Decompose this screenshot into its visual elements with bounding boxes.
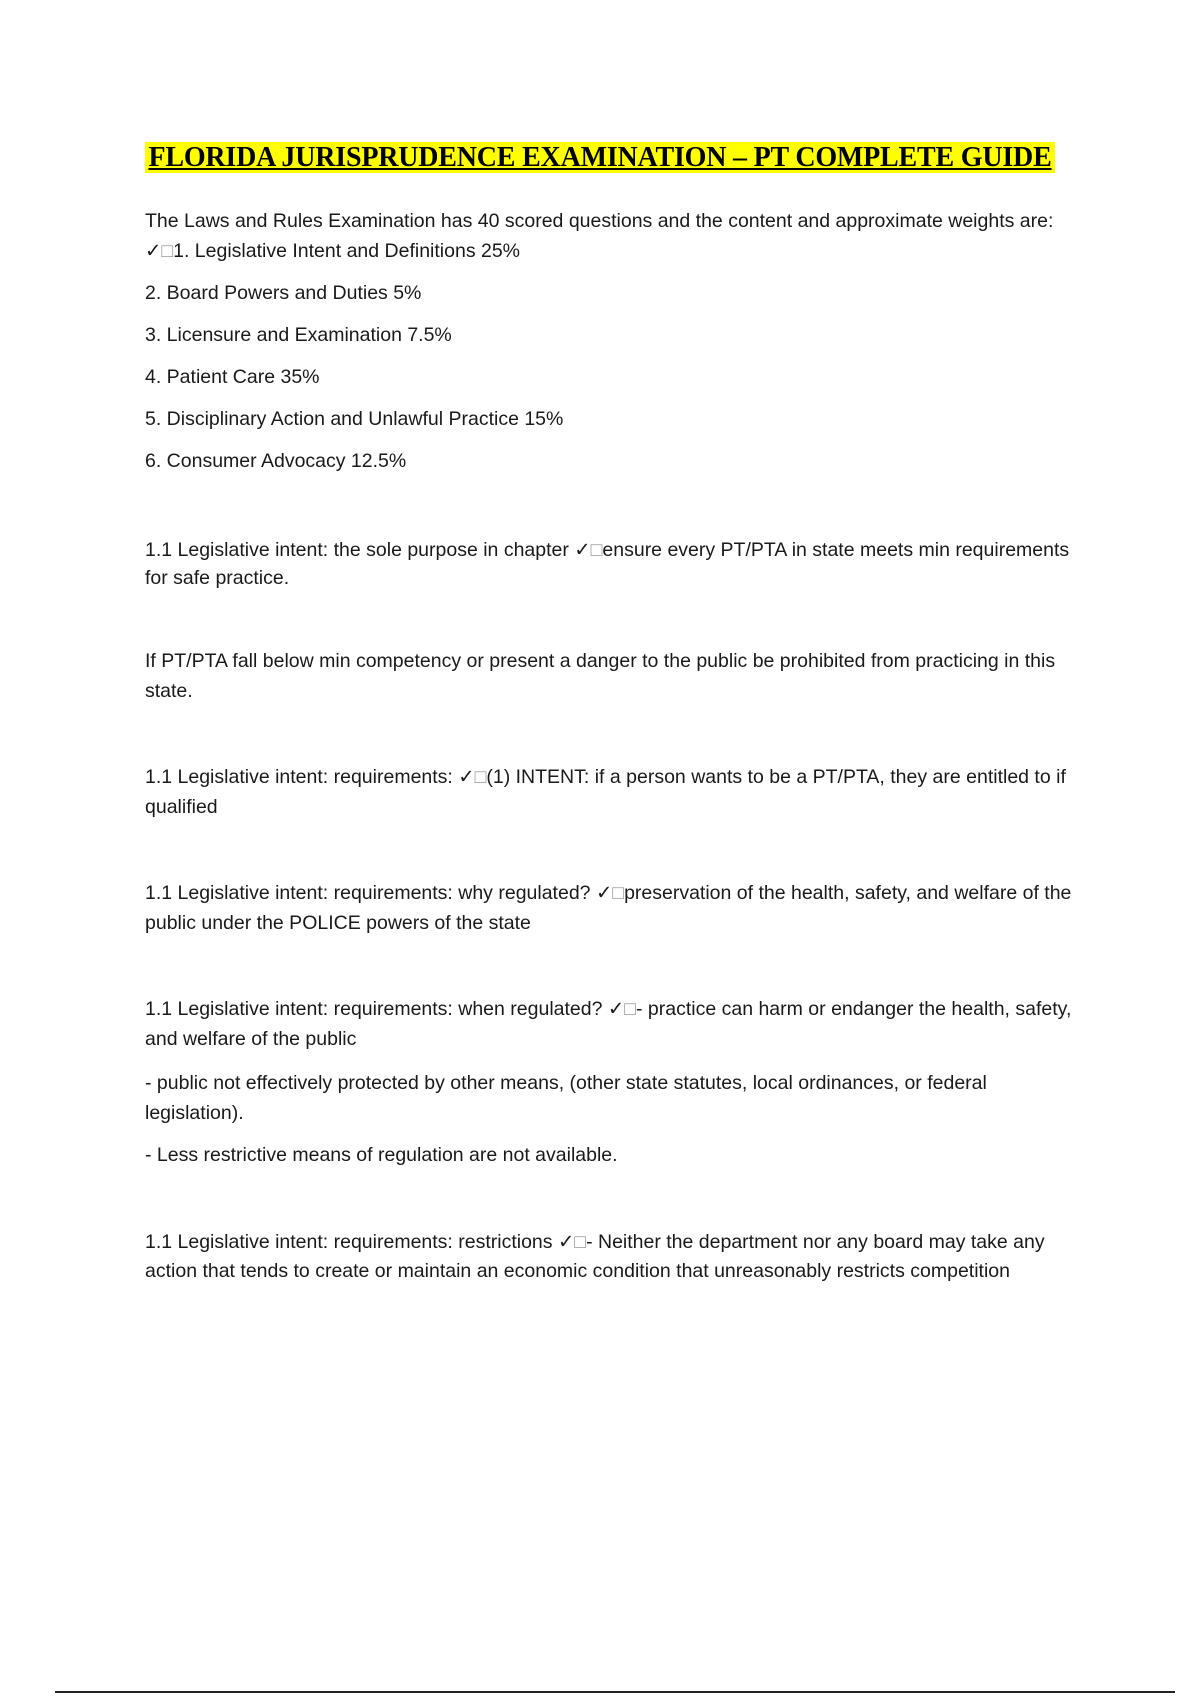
box-icon: □	[624, 998, 636, 1020]
document-body	[145, 206, 1085, 1286]
qa-item: 1.1 Legislative intent: requirements: ✓□(1) INTENT: if a person wants to be a PT/PTA, they are entitled to if qualified	[145, 766, 1066, 818]
box-icon: □	[474, 766, 487, 788]
checkmark-icon: ✓	[458, 766, 475, 788]
topic-item: 4. Patient Care 35%	[145, 366, 320, 388]
intro-paragraph: The Laws and Rules Examination has 40 scored questions and the content and approximate weights are:	[145, 210, 1054, 232]
qa-paragraph: - Less restrictive means of regulation are not available.	[145, 1144, 618, 1166]
checkmark-icon: ✓	[595, 882, 613, 904]
checkmark-icon: ✓	[557, 1231, 575, 1253]
document-title	[0, 142, 1200, 174]
topic-item: 5. Disciplinary Action and Unlawful Practice 15%	[145, 408, 564, 430]
box-icon: □	[612, 882, 625, 904]
footer-divider	[55, 1691, 1175, 1693]
checkmark-icon: ✓	[145, 240, 162, 262]
topic-item: ✓□1. Legislative Intent and Definitions 25%	[145, 240, 521, 262]
topic-item: 2. Board Powers and Duties 5%	[145, 282, 422, 304]
topic-item: 3. Licensure and Examination 7.5%	[145, 324, 452, 346]
checkmark-icon: ✓	[607, 998, 625, 1020]
checkmark-icon: ✓	[574, 539, 591, 561]
box-icon: □	[574, 1231, 587, 1253]
title-highlight: FLORIDA JURISPRUDENCE EXAMINATION – PT COMPLETE GUIDE	[145, 142, 1054, 173]
qa-item: 1.1 Legislative intent: requirements: why regulated? ✓□preservation of the health, safety, and welfare of the public under the POLICE powers of the state	[145, 882, 1072, 934]
qa-item: 1.1 Legislative intent: the sole purpose in chapter ✓□ensure every PT/PTA in state meets min requirements for safe practice.	[145, 539, 1070, 589]
topic-item: 6. Consumer Advocacy 12.5%	[145, 450, 407, 472]
qa-item: 1.1 Legislative intent: requirements: restrictions ✓□- Neither the department nor any board may take any action that tends to create or maintain an economic condition that unreasonably restricts competition	[145, 1231, 1045, 1282]
qa-paragraph: - public not effectively protected by other means, (other state statutes, local ordinances, or federal legislation).	[145, 1072, 987, 1124]
box-icon: □	[590, 539, 603, 561]
qa-paragraph: If PT/PTA fall below min competency or present a danger to the public be prohibited from practicing in this state.	[145, 650, 1056, 702]
box-icon: □	[161, 240, 174, 262]
qa-item: 1.1 Legislative intent: requirements: when regulated? ✓□- practice can harm or endanger the health, safety, and welfare of the public	[145, 998, 1072, 1050]
